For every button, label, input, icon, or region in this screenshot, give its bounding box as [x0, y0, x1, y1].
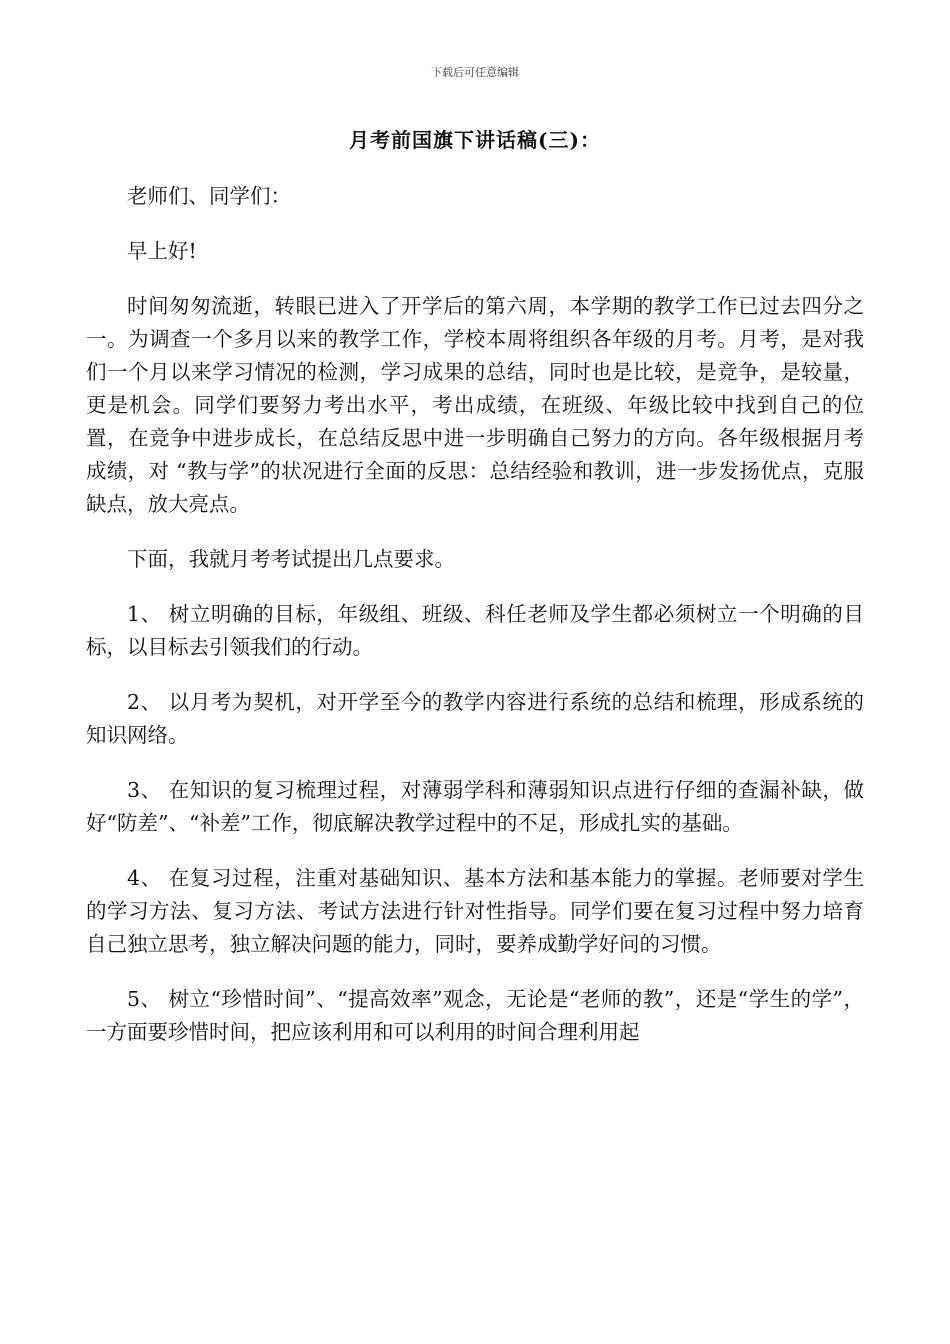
requirements-lead-paragraph: 下面，我就月考考试提出几点要求。: [127, 547, 455, 571]
document-body: [86, 180, 864, 1071]
requirement-item-2: 2、 以月考为契机，对开学至今的教学内容进行系统的总结和梳理，形成系统的知识网络。: [86, 690, 864, 747]
salutation-paragraph: 老师们、同学们：: [127, 184, 291, 208]
requirement-item-1: 1、 树立明确的目标，年级组、班级、科任老师及学生都必须树立一个明确的目标，以目标去引领我们的行动。: [86, 602, 864, 659]
requirement-item-4: 4、 在复习过程，注重对基础知识、基本方法和基本能力的掌握。老师要对学生的学习方法、复习方法、考试方法进行针对性指导。同学们要在复习过程中努力培育自己独立思考，独立解决问题的能力，同时，要养成勤学好问的习惯。: [86, 866, 864, 956]
page-header-note: 下载后可任意编辑: [431, 66, 519, 79]
document-title: 月考前国旗下讲话稿(三)：: [349, 128, 601, 152]
greeting-paragraph: 早上好!: [127, 239, 197, 263]
requirement-item-5: 5、 树立“珍惜时间”、“提高效率”观念，无论是“老师的教”，还是“学生的学”，一方面要珍惜时间，把应该利用和可以利用的时间合理利用起: [86, 987, 864, 1044]
requirement-item-3: 3、 在知识的复习梳理过程，对薄弱学科和薄弱知识点进行仔细的查漏补缺，做好“防差”、“补差”工作，彻底解决教学过程中的不足，形成扎实的基础。: [86, 778, 864, 835]
intro-paragraph: 时间匆匆流逝，转眼已进入了开学后的第六周，本学期的教学工作已过去四分之一。为调查一个多月以来的教学工作，学校本周将组织各年级的月考。月考，是对我们一个月以来学习情况的检测，学习成果的总结，同时也是比较，是竞争，是较量，更是机会。同学们要努力考出水平，考出成绩，在班级、年级比较中找到自己的位置，在竞争中进步成长，在总结反思中进一步明确自己努力的方向。各年级根据月考成绩，对 “教与学”的状况进行全面的反思：总结经验和教训，进一步发扬优点，克服缺点，放大亮点。: [86, 294, 864, 516]
